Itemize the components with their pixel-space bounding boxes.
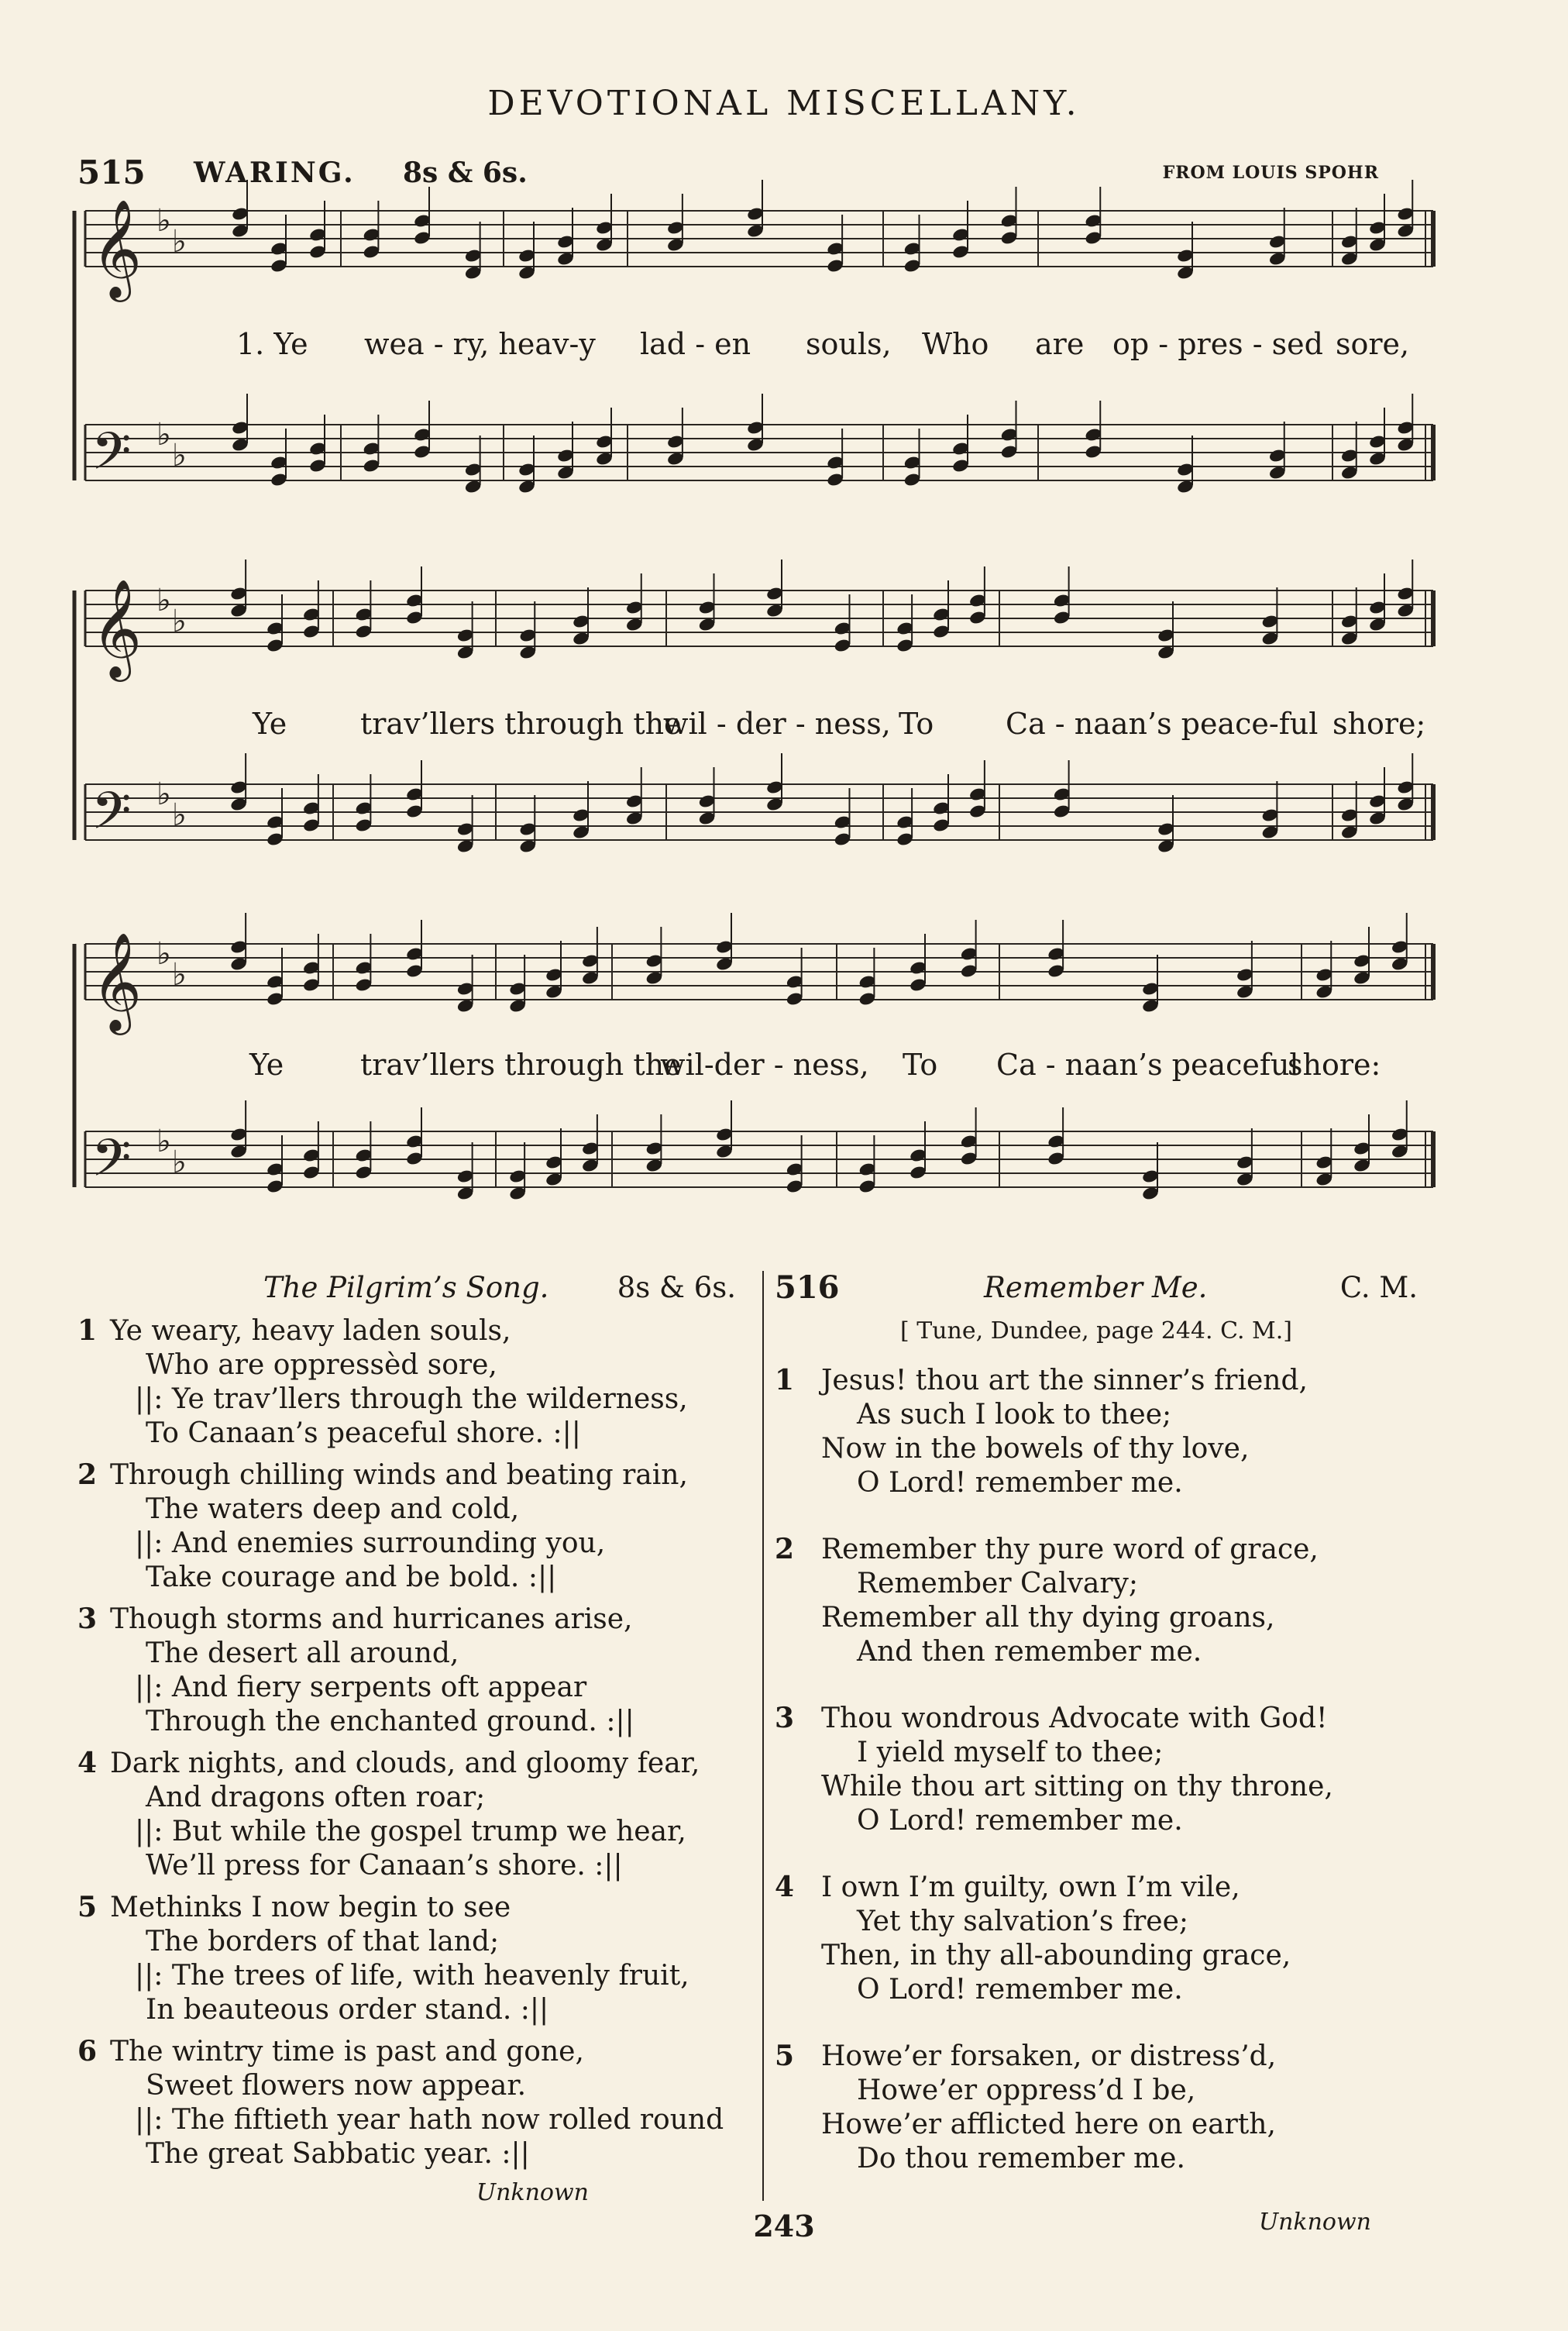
verse-line: Then, in thy all-abounding grace, (821, 1940, 1291, 1971)
stanza (77, 2035, 744, 2171)
verse-line: We’ll press for Canaan’s shore. :|| (146, 1850, 623, 1882)
stanza-number: 3 (77, 1603, 98, 1635)
lyric-syllable: shore; (1332, 707, 1426, 741)
lyric-line-2 (0, 707, 1568, 744)
tune-source: FROM LOUIS SPOHR (1162, 163, 1379, 183)
bass-clef: 𝄢 (91, 422, 132, 494)
stanza-list (77, 1314, 744, 2171)
hymn-author: Unknown (476, 2179, 589, 2206)
verse-line: Howe’er oppress’d I be, (857, 2074, 1196, 2106)
hymn-title: Remember Me. (984, 1271, 1208, 1304)
verse-line: And then remember me. (857, 1636, 1202, 1668)
stanza-number: 1 (77, 1314, 98, 1347)
verse-line: ||: The fiftieth year hath now rolled round (135, 2104, 724, 2136)
lyric-syllable: To (899, 707, 934, 741)
lyric-line-3 (0, 1048, 1568, 1085)
verse-line: O Lord! remember me. (857, 1467, 1183, 1499)
stanza-list (775, 1364, 1418, 2176)
column-divider (762, 1271, 764, 2201)
stanza-number: 2 (77, 1458, 98, 1491)
verse-line: The great Sabbatic year. :|| (146, 2138, 530, 2170)
hymn-number: 516 (775, 1269, 840, 1306)
verse-line: ||: Ye trav’llers through the wilderness, (135, 1383, 688, 1415)
verse-line: Who are oppressèd sore, (146, 1349, 497, 1381)
flat-sign: ♭ (172, 438, 187, 473)
stanza-number: 3 (775, 1702, 795, 1734)
stanza (775, 2040, 1418, 2176)
flat-sign: ♭ (156, 583, 171, 618)
verse-line: Yet thy salvation’s free; (857, 1906, 1189, 1937)
lyric-syllable: trav’llers through the (360, 707, 682, 741)
verse-line: Howe’er forsaken, or distress’d, (821, 2040, 1277, 2072)
verse-line: The borders of that land; (146, 1926, 500, 1957)
lyric-syllable: Ca - naan’s peaceful (996, 1048, 1299, 1082)
verse-line: Through chilling winds and beating rain, (110, 1459, 688, 1491)
treble-clef: 𝄞 (91, 931, 143, 1031)
verse-line: In beauteous order stand. :|| (146, 1994, 549, 2026)
verse-line: ||: The trees of life, with heavenly fruit, (135, 1960, 689, 1992)
lyric-syllable: Ye (249, 1048, 284, 1082)
bass-clef: 𝄢 (91, 781, 132, 853)
verse-line: I own I’m guilty, own I’m vile, (821, 1871, 1240, 1903)
tune-meter: 8s & 6s. (403, 157, 528, 189)
verse-line: ||: But while the gospel trump we hear, (135, 1816, 686, 1847)
hymn-516-text (775, 1271, 1418, 2240)
stanza (775, 1533, 1418, 1669)
page-number: 243 (753, 2209, 815, 2243)
verse-line: Remember Calvary; (857, 1568, 1138, 1599)
stanza-number: 6 (77, 2035, 98, 2068)
verse-line: Now in the bowels of thy love, (821, 1433, 1250, 1465)
verse-line: Jesus! thou art the sinner’s friend, (821, 1365, 1308, 1396)
verse-line: Thou wondrous Advocate with God! (821, 1703, 1328, 1734)
lyric-syllable: trav’llers through the (360, 1048, 682, 1082)
lyric-syllable: wil - der - ness, (663, 707, 891, 741)
verse-line: O Lord! remember me. (857, 1974, 1183, 2006)
stanza (77, 1314, 744, 1451)
stanza (77, 1747, 744, 1883)
stanza-number: 2 (775, 1533, 795, 1565)
verse-line: While thou art sitting on thy throne, (821, 1771, 1333, 1802)
verse-line: ||: And enemies surrounding you, (135, 1527, 606, 1559)
lyric-syllable: 1. Ye (236, 327, 308, 361)
stanza (775, 1871, 1418, 2007)
hymn-heading (775, 1271, 1418, 1314)
verse-line: ||: And fiery serpents oft appear (135, 1672, 587, 1703)
flat-sign: ♭ (172, 224, 187, 260)
verse-line: I yield myself to thee; (857, 1737, 1164, 1768)
lyric-syllable: are (1035, 327, 1085, 361)
verse-line: The desert all around, (146, 1637, 459, 1669)
tune-reference: [ Tune, Dundee, page 244. C. M.] (899, 1317, 1293, 1345)
hymn-meter: C. M. (1339, 1271, 1418, 1304)
lyric-syllable: Who (922, 327, 989, 361)
verse-line: As such I look to thee; (857, 1399, 1172, 1431)
verse-line: Methinks I now begin to see (110, 1892, 511, 1923)
tune-number: 515 (77, 153, 146, 191)
flat-sign: ♭ (172, 797, 187, 833)
flat-sign: ♭ (172, 957, 187, 993)
verse-line: Howe’er afflicted here on earth, (821, 2109, 1276, 2140)
lyric-line-1 (0, 327, 1568, 364)
tune-name: WARING. (194, 157, 356, 189)
stanza (775, 1364, 1418, 1500)
hymn-meter: 8s & 6s. (617, 1271, 736, 1304)
verse-line: The wintry time is past and gone, (110, 2036, 584, 2068)
hymn-heading (77, 1271, 744, 1314)
stanza (775, 1702, 1418, 1838)
flat-sign: ♭ (156, 936, 171, 972)
verse-line: Take courage and be bold. :|| (146, 1561, 557, 1593)
verse-line: Though storms and hurricanes arise, (110, 1603, 633, 1635)
lyric-syllable: wea - ry, heav-y (364, 327, 596, 361)
flat-sign: ♭ (156, 203, 171, 239)
flat-sign: ♭ (172, 604, 187, 639)
lyric-syllable: sore, (1336, 327, 1410, 361)
verse-line: Ye weary, heavy laden souls, (110, 1315, 511, 1347)
verse-line: Through the enchanted ground. :|| (146, 1706, 634, 1737)
verse-line: Do thou remember me. (857, 2143, 1185, 2174)
stanza (77, 1891, 744, 2027)
stanza (77, 1458, 744, 1595)
lyric-syllable: Ye (253, 707, 287, 741)
stanza (77, 1603, 744, 1739)
flat-sign: ♭ (156, 776, 171, 812)
hymn-515-text (77, 1271, 744, 2210)
lyric-syllable: To (903, 1048, 938, 1082)
treble-clef: 𝄞 (91, 198, 143, 298)
stanza-number: 1 (775, 1364, 795, 1396)
lyric-syllable: Ca - naan’s peace-ful (1006, 707, 1319, 741)
hymn-author: Unknown (1258, 2209, 1371, 2236)
stanza-number: 5 (77, 1891, 98, 1923)
treble-clef: 𝄞 (91, 578, 143, 677)
lyric-syllable: souls, (806, 327, 892, 361)
verse-line: Dark nights, and clouds, and gloomy fear, (110, 1747, 700, 1779)
verse-line: O Lord! remember me. (857, 1805, 1183, 1837)
verse-line: To Canaan’s peaceful shore. :|| (146, 1417, 581, 1449)
verse-line: The waters deep and cold, (146, 1493, 520, 1525)
verse-line: Remember thy pure word of grace, (821, 1534, 1319, 1565)
flat-sign: ♭ (156, 1124, 171, 1159)
stanza-number: 4 (77, 1747, 98, 1779)
verse-line: And dragons often roar; (146, 1782, 486, 1813)
lyric-syllable: op - pres - sed (1112, 327, 1323, 361)
flat-sign: ♭ (172, 1145, 187, 1180)
bass-clef: 𝄢 (91, 1128, 132, 1200)
stanza-number: 4 (775, 1871, 795, 1903)
verse-line: Remember all thy dying groans, (821, 1602, 1275, 1634)
lyric-syllable: wil-der - ness, (660, 1048, 869, 1082)
verse-line: Sweet flowers now appear. (146, 2070, 527, 2102)
page-title: DEVOTIONAL MISCELLANY. (487, 84, 1081, 123)
stanza-number: 5 (775, 2040, 795, 2072)
lyric-syllable: lad - en (640, 327, 751, 361)
flat-sign: ♭ (156, 417, 171, 453)
lyric-syllable: shore: (1288, 1048, 1381, 1082)
hymn-title: The Pilgrim’s Song. (263, 1271, 549, 1304)
